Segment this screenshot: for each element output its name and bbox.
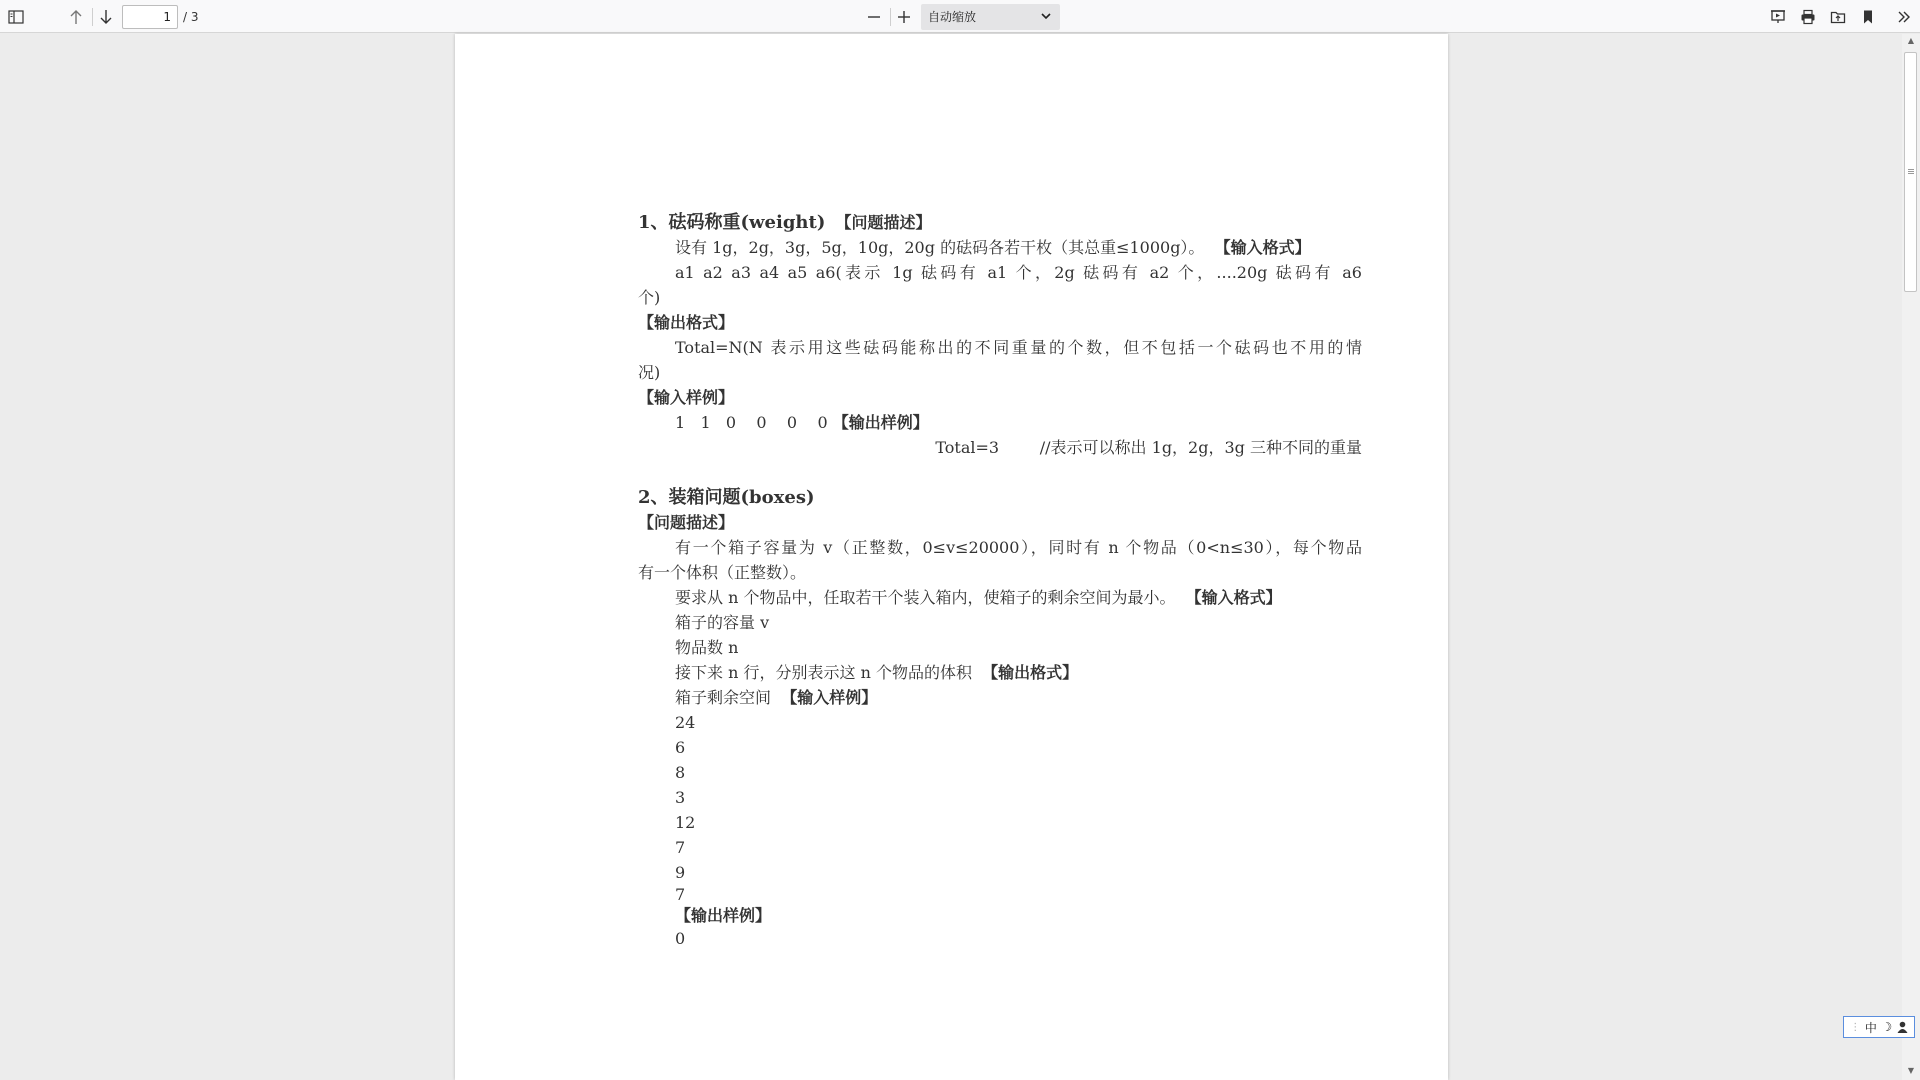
ime-status-bar[interactable] xyxy=(1843,1016,1915,1038)
problem-1-input-line-1: a1 a2 a3 a4 a5 a6(表示 1g 砝码有 a1 个，2g 砝码有 a2 个，....20g 砝码有 a6 xyxy=(675,263,1362,282)
problem-2-input-sample-line: 7 xyxy=(675,885,686,904)
scrollbar-grip-icon xyxy=(1908,169,1914,170)
tools-button[interactable] xyxy=(1891,4,1917,30)
problem-2-output-format-tag: 【输出格式】 xyxy=(982,663,1079,682)
problem-1-input-format-tag: 【输入格式】 xyxy=(1214,238,1311,257)
problem-2-desc-tag: 【问题描述】 xyxy=(638,513,735,532)
problem-2-desc-line-3: 要求从 n 个物品中，任取若干个装入箱内，使箱子的剩余空间为最小。 xyxy=(675,588,1176,607)
print-icon xyxy=(1800,9,1816,25)
problem-2-input-format-line-3: 接下来 n 行，分别表示这 n 个物品的体积 xyxy=(675,663,972,682)
problem-1-input-sample-tag: 【输入样例】 xyxy=(638,388,735,407)
print-button[interactable] xyxy=(1795,4,1821,30)
problem-2-output-sample: 0 xyxy=(675,929,686,948)
sidebar-toggle-icon[interactable] xyxy=(3,4,29,30)
problem-1-output-line-1: Total=N(N 表示用这些砝码能称出的不同重量的个数，但不包括一个砝码也不用的情 xyxy=(675,338,1362,357)
problem-1-output-format-tag: 【输出格式】 xyxy=(638,313,735,332)
arrow-down-icon xyxy=(99,9,113,25)
problem-1-title: 1、砝码称重(weight) xyxy=(638,212,826,233)
problem-2-input-sample-tag: 【输入样例】 xyxy=(781,688,878,707)
problem-1-desc: 设有 1g，2g，3g，5g，10g，20g 的砝码各若干枚（其总重≤1000g）。 xyxy=(675,238,1205,257)
ime-user-icon[interactable] xyxy=(1897,1021,1908,1033)
problem-2-output-sample-tag: 【输出样例】 xyxy=(675,906,772,925)
double-chevron-right-icon xyxy=(1897,10,1911,24)
section-gap xyxy=(638,460,1362,485)
problem-2-input-format-line-2: 物品数 n xyxy=(675,638,739,657)
problem-2-input-format-tag: 【输入格式】 xyxy=(1185,588,1282,607)
zoom-in-button[interactable] xyxy=(891,4,917,30)
chevron-down-icon xyxy=(1041,11,1051,21)
bookmark-icon xyxy=(1862,9,1874,25)
problem-1-output-sample: Total=3 //表示可以称出 1g，2g，3g 三种不同的重量 xyxy=(935,438,1362,457)
pdf-toolbar xyxy=(0,0,1920,33)
vertical-scrollbar-thumb[interactable] xyxy=(1904,52,1917,292)
document-text xyxy=(638,210,1362,951)
plus-icon xyxy=(897,10,911,24)
next-page-button[interactable] xyxy=(93,4,119,30)
problem-2-input-sample-line: 24 xyxy=(675,713,696,732)
problem-2-input-sample-line: 12 xyxy=(675,813,696,832)
problem-2-desc-line-2: 有一个体积（正整数）。 xyxy=(638,563,807,582)
problem-2-input-format-line-1: 箱子的容量 v xyxy=(675,613,770,632)
problem-1-input-line-2: 个) xyxy=(638,288,661,307)
problem-2-output-format-line-1: 箱子剩余空间 xyxy=(675,688,772,707)
scroll-up-arrow-icon[interactable]: ▲ xyxy=(1907,36,1915,45)
problem-1-output-sample-tag: 【输出样例】 xyxy=(832,413,929,432)
previous-page-button[interactable] xyxy=(63,4,89,30)
zoom-select-value: 自动缩放 xyxy=(928,10,977,24)
problem-2-input-sample-line: 3 xyxy=(675,788,686,807)
page-count-label: / 3 xyxy=(183,10,199,24)
ime-moon-icon[interactable]: ☽ xyxy=(1881,1020,1893,1034)
zoom-select[interactable] xyxy=(921,4,1060,30)
zoom-out-button[interactable] xyxy=(861,4,887,30)
ime-mode-label[interactable]: 中 xyxy=(1864,1020,1877,1035)
problem-2-input-sample-line: 6 xyxy=(675,738,686,757)
problem-2-desc-line-1: 有一个箱子容量为 v（正整数，0≤v≤20000），同时有 n 个物品（0<n≤30），每个物品 xyxy=(675,538,1362,557)
problem-2-input-sample-line: 9 xyxy=(675,863,686,882)
problem-1-output-line-2: 况) xyxy=(638,363,661,382)
minus-icon xyxy=(867,10,881,24)
problem-2-title: 2、装箱问题(boxes) xyxy=(638,487,815,508)
problem-1-desc-tag: 【问题描述】 xyxy=(835,213,932,232)
problem-1-desc-line xyxy=(638,235,1362,260)
problem-2-input-sample-line: 8 xyxy=(675,763,686,782)
problem-2-input-sample-line: 7 xyxy=(675,838,686,857)
problem-2-desc-line-3-row xyxy=(638,585,1362,610)
open-file-icon xyxy=(1830,9,1846,25)
bookmark-button[interactable] xyxy=(1855,4,1881,30)
ime-drag-handle-icon[interactable]: ⋮ xyxy=(1850,1021,1861,1033)
problem-1-input-sample: 1 1 0 0 0 0 xyxy=(675,413,828,432)
page-number-input[interactable] xyxy=(122,5,178,29)
open-file-button[interactable] xyxy=(1825,4,1851,30)
presentation-icon xyxy=(1770,9,1786,25)
problem-2-input-format-line-3-row xyxy=(638,660,1362,685)
scroll-down-arrow-icon[interactable]: ▼ xyxy=(1907,1066,1915,1075)
problem-1-title-line xyxy=(638,210,1362,235)
arrow-up-icon xyxy=(69,9,83,25)
presentation-mode-button[interactable] xyxy=(1765,4,1791,30)
problem-1-input-sample-line xyxy=(638,410,1362,435)
problem-2-output-format-line-row xyxy=(638,685,1362,710)
